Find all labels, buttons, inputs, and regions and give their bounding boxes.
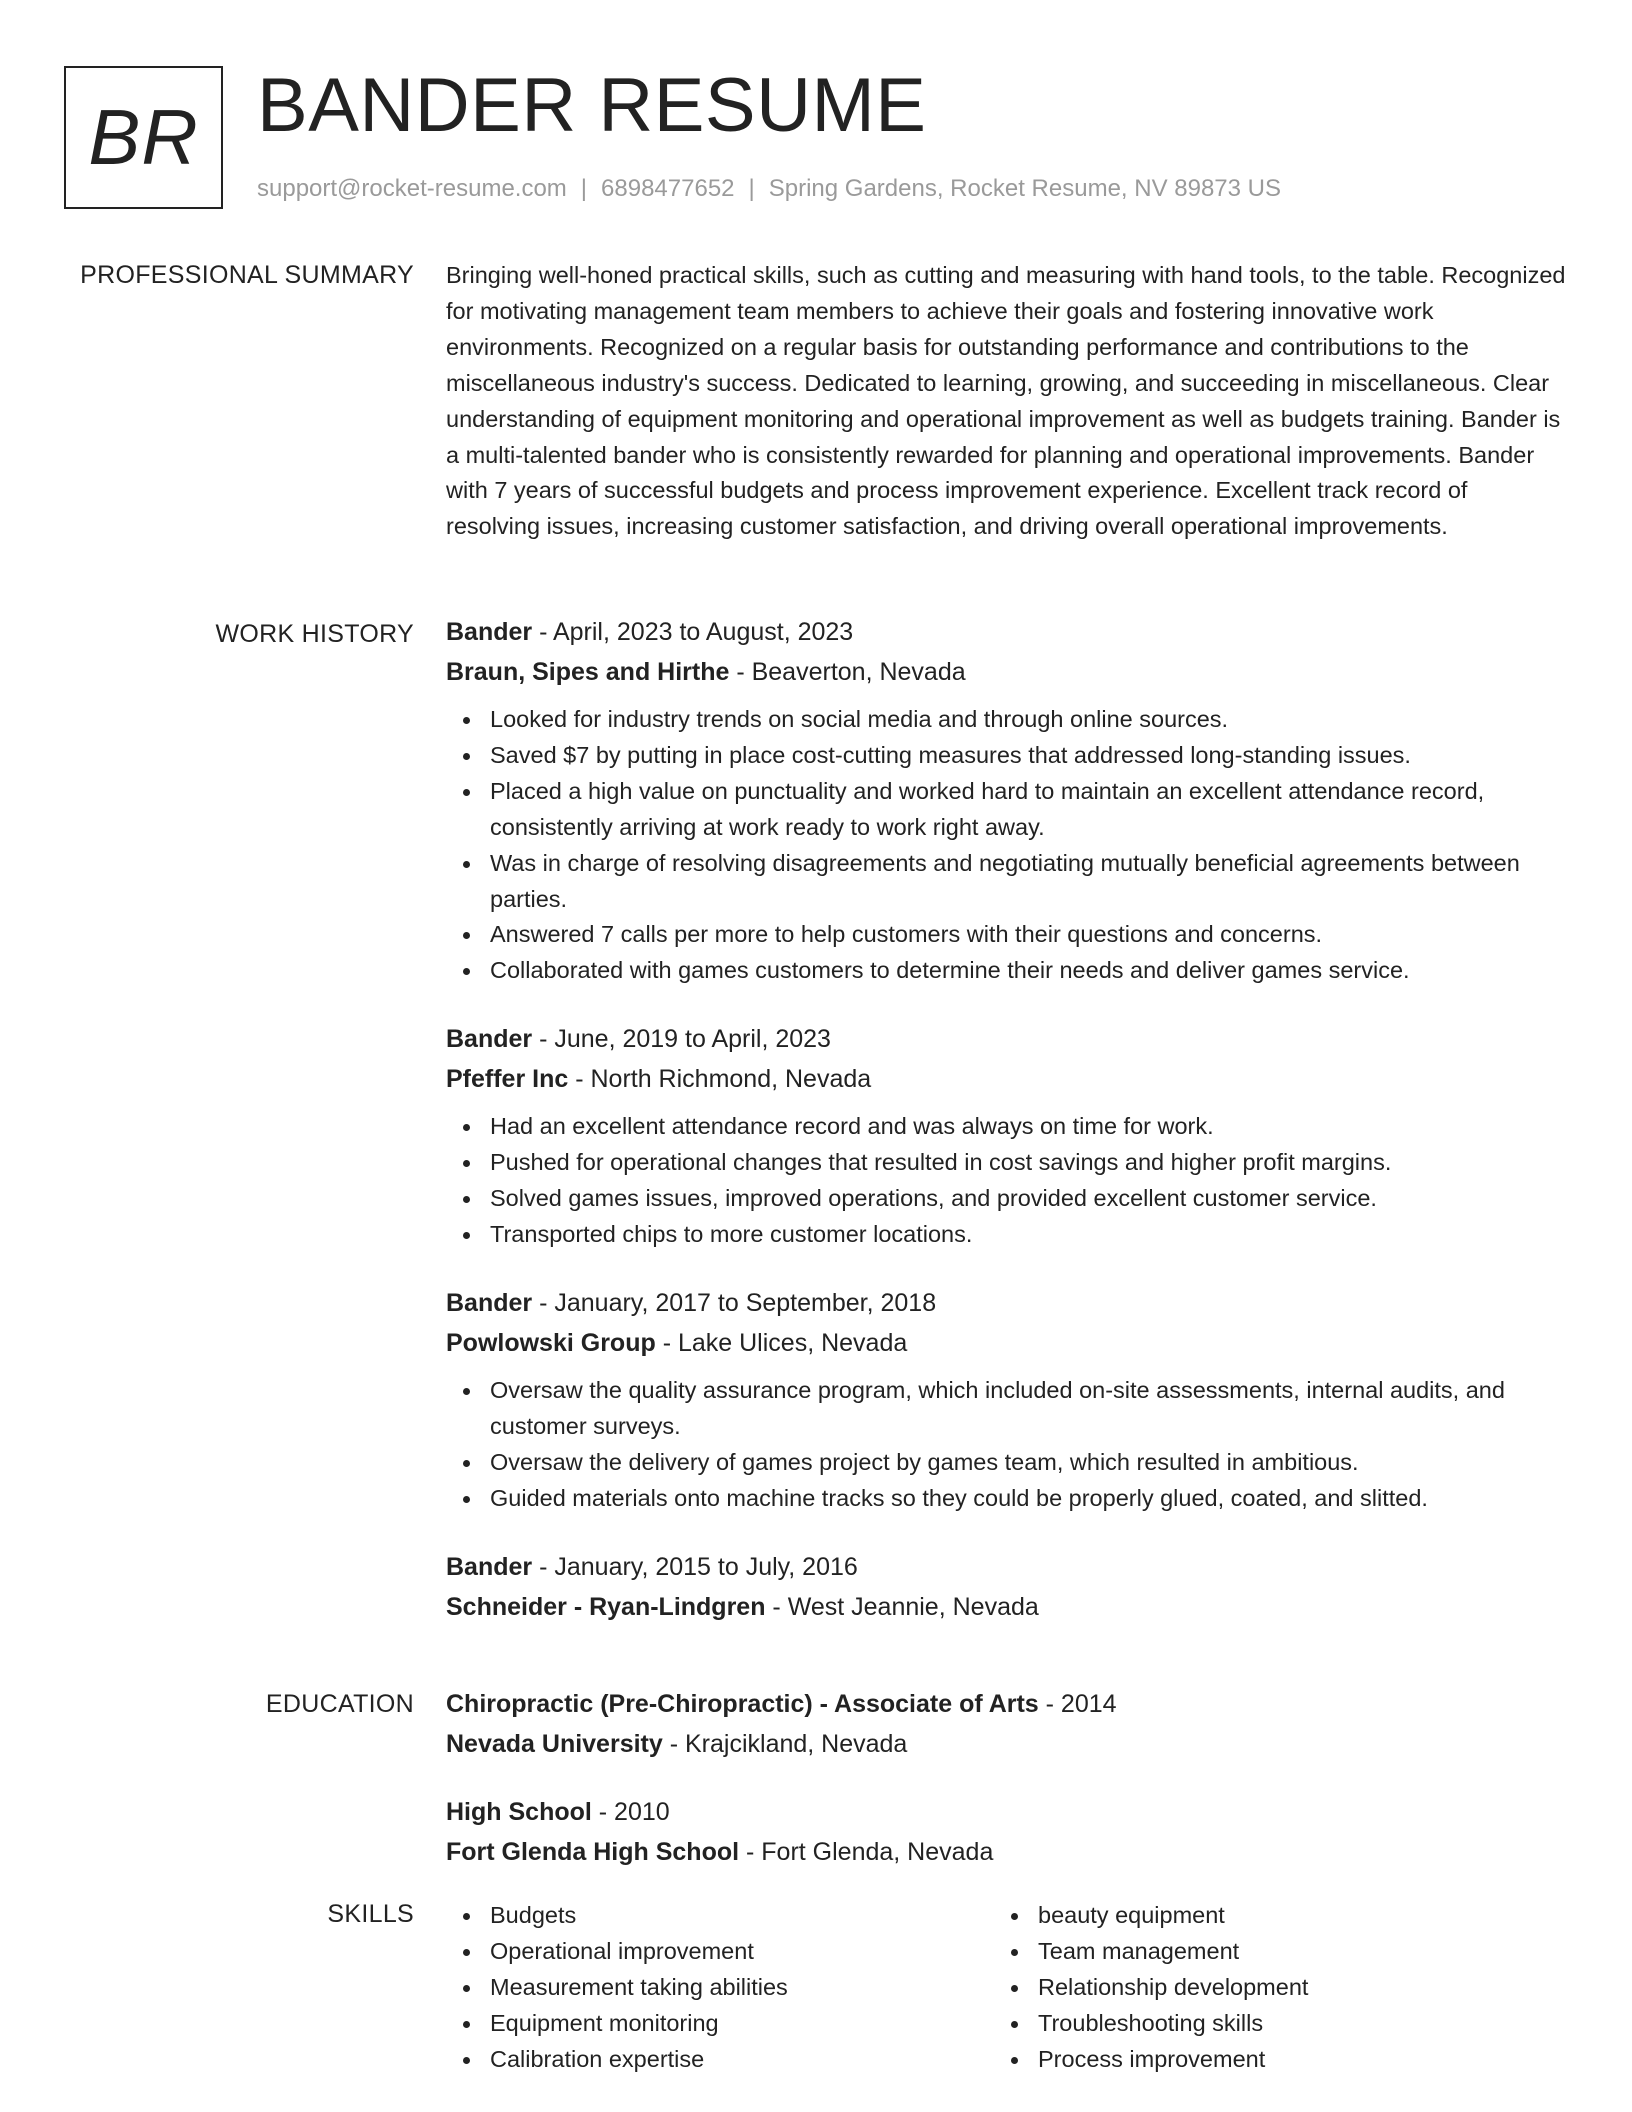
job-bullet: Transported chips to more customer locations. [446,1217,1566,1253]
job-bullets [446,1373,1566,1517]
job-company-line [446,652,1566,692]
skill-item: beauty equipment [994,1898,1542,1934]
education-school-line [446,1832,1566,1872]
education-school: Nevada University [446,1730,663,1758]
resume-header [64,63,1584,211]
job-location: - North Richmond, Nevada [568,1065,872,1094]
job-title-line [446,612,1566,652]
contact-email: support@rocket-resume.com [257,175,567,202]
job-company: Pfeffer Inc [446,1065,569,1094]
job-company: Braun, Sipes and Hirthe [446,658,730,686]
job-entry [446,612,1566,989]
skills-list [994,1898,1542,2078]
job-dates: - January, 2015 to July, 2016 [532,1552,858,1581]
skills-column-right [994,1898,1542,2078]
education-entry [446,1684,1566,1764]
candidate-name: BANDER RESUME [257,63,927,148]
job-dates: - April, 2023 to August, 2023 [532,618,854,646]
job-bullet: Guided materials onto machine tracks so they could be properly glued, coated, and slitted. [446,1481,1566,1517]
job-dates: - June, 2019 to April, 2023 [532,1025,831,1054]
contact-address: Spring Gardens, Rocket Resume, NV 89873 US [768,175,1281,202]
job-location: - Lake Ulices, Nevada [655,1328,908,1357]
skill-item: Equipment monitoring [446,2006,994,2042]
education-degree: Chiropractic (Pre-Chiropractic) - Associate of Arts [446,1690,1039,1718]
job-bullet: Solved games issues, improved operations, and provided excellent customer service. [446,1181,1566,1217]
skill-item: Team management [994,1934,1542,1970]
skill-item: Budgets [446,1898,994,1934]
job-company-line [446,1587,1566,1627]
job-bullet: Was in charge of resolving disagreements and negotiating mutually beneficial agreements between parties. [446,846,1566,918]
job-bullet: Oversaw the delivery of games project by games team, which resulted in ambitious. [446,1445,1566,1481]
section-title-skills: SKILLS [327,1900,414,1928]
skills-body [446,1898,1566,2078]
job-bullet: Saved $7 by putting in place cost-cutting measures that addressed long-standing issues. [446,738,1566,774]
summary-text: Bringing well-honed practical skills, such as cutting and measuring with hand tools, to the table. Recognized for motivating management team members to achieve their goals and fostering innovative work environments. Recognized on a regular basis for outstanding performance and contributions to the miscellaneous industry's success. Dedicated to learning, growing, and succeeding in miscellaneous. Clear understanding of equipment monitoring and operational improvement as well as budgets training. Bander is a multi-talented bander who is consistently rewarded for planning and operational improvements. Bander with 7 years of successful budgets and process improvement experience. Excellent track record of resolving issues, increasing customer satisfaction, and driving overall operational improvements. [446,262,1566,540]
job-bullets [446,1109,1566,1253]
job-role: Bander [446,1288,533,1317]
job-title-line [446,1019,1566,1059]
skill-item: Calibration expertise [446,2042,994,2078]
skill-item: Troubleshooting skills [994,2006,1542,2042]
contact-separator: | [748,175,755,202]
work-history-body [446,612,1566,1627]
education-degree-line [446,1792,1566,1832]
job-dates: - January, 2017 to September, 2018 [532,1288,937,1317]
job-role: Bander [446,1552,533,1581]
job-company-line [446,1059,1566,1099]
section-title-summary: PROFESSIONAL SUMMARY [80,261,414,289]
skills-list [446,1898,994,2078]
job-bullet: Looked for industry trends on social media and through online sources. [446,702,1566,738]
job-bullet: Collaborated with games customers to determine their needs and deliver games service. [446,953,1566,989]
section-title-work-history: WORK HISTORY [215,620,414,648]
education-location: - Fort Glenda, Nevada [739,1838,994,1866]
skills-columns [446,1898,1566,2078]
education-body [446,1684,1566,1872]
job-location: - West Jeannie, Nevada [765,1592,1039,1621]
job-title-line [446,1547,1566,1587]
job-bullet: Oversaw the quality assurance program, which included on-site assessments, internal audits, and customer surveys. [446,1373,1566,1445]
education-school-line [446,1724,1566,1764]
job-entry [446,1547,1566,1627]
skill-item: Measurement taking abilities [446,1970,994,2006]
job-bullet: Pushed for operational changes that resulted in cost savings and higher profit margins. [446,1145,1566,1181]
contact-separator: | [580,175,588,202]
job-company: Powlowski Group [446,1328,656,1357]
education-year: - 2010 [591,1798,670,1826]
education-entry [446,1792,1566,1872]
education-school: Fort Glenda High School [446,1838,740,1866]
contact-line [257,175,1281,203]
job-entry [446,1283,1566,1517]
skill-item: Relationship development [994,1970,1542,2006]
skill-item: Process improvement [994,2042,1542,2078]
summary-body [446,258,1566,545]
contact-phone: 6898477652 [601,175,735,202]
job-entry [446,1019,1566,1253]
education-degree-line [446,1684,1566,1724]
job-title-line [446,1283,1566,1323]
skills-column-left [446,1898,994,2078]
job-bullet: Answered 7 calls per more to help customers with their questions and concerns. [446,917,1566,953]
job-company: Schneider - Ryan-Lindgren [446,1592,766,1621]
job-bullet: Had an excellent attendance record and was always on time for work. [446,1109,1566,1145]
education-location: - Krajcikland, Nevada [662,1730,908,1758]
job-role: Bander [446,1025,533,1054]
job-bullets [446,702,1566,989]
job-role: Bander [446,618,533,646]
job-company-line [446,1323,1566,1363]
skill-item: Operational improvement [446,1934,994,1970]
job-bullet: Placed a high value on punctuality and worked hard to maintain an excellent attendance record, consistently arriving at work ready to work right away. [446,774,1566,846]
education-degree: High School [446,1798,592,1826]
education-year: - 2014 [1038,1690,1117,1718]
monogram-box: BR [64,66,223,209]
job-location: - Beaverton, Nevada [729,658,966,686]
section-title-education: EDUCATION [265,1690,414,1718]
